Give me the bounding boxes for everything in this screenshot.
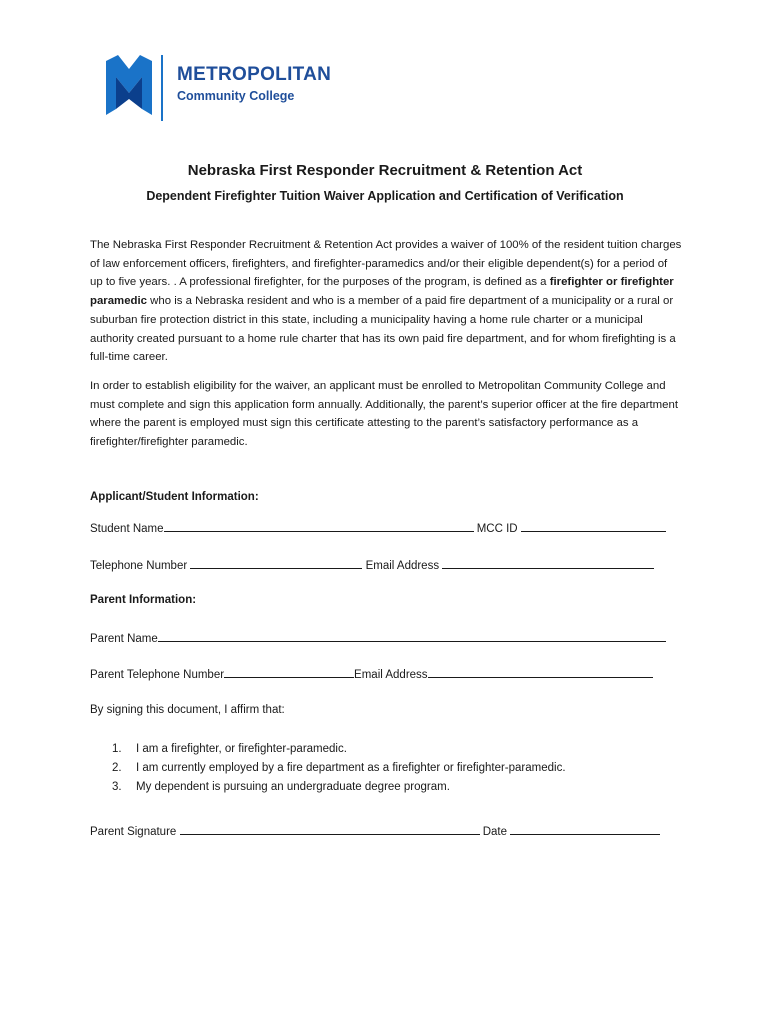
- parent-signature-label: Parent Signature: [90, 826, 177, 838]
- affirm-list: [112, 740, 566, 797]
- logo-college-name: METROPOLITAN: [177, 64, 332, 85]
- parent-heading: Parent Information:: [90, 594, 197, 606]
- parent-name-row: [90, 630, 666, 645]
- date-label: Date: [482, 826, 508, 838]
- affirm-item: 1. I am a firefighter, or firefighter-paramedic.: [112, 743, 347, 755]
- logo-divider: [161, 55, 163, 121]
- parent-name-field[interactable]: [158, 630, 666, 642]
- college-logo: [106, 55, 346, 121]
- affirm-item: 2. I am currently employed by a fire department as a firefighter or firefighter-paramedic.: [112, 762, 566, 774]
- mcc-id-label: MCC ID: [476, 523, 518, 535]
- student-row: [90, 520, 666, 535]
- signature-row: [90, 823, 660, 838]
- mcc-m-logo-icon: [106, 55, 152, 115]
- intro-bold-text: firefighter or firefighter paramedic: [90, 276, 674, 308]
- mcc-id-field[interactable]: [521, 520, 666, 532]
- student-name-label: Student Name: [90, 523, 164, 535]
- parent-telephone-label: Parent Telephone Number: [90, 669, 225, 681]
- parent-contact-row: [90, 666, 653, 681]
- logo-college-subname: Community College: [177, 89, 295, 103]
- telephone-label: Telephone Number: [90, 560, 188, 572]
- parent-name-label: Parent Name: [90, 633, 158, 645]
- document-subtitle: Dependent Firefighter Tuition Waiver Application and Certification of Verification: [146, 189, 624, 203]
- intro-paragraph: [90, 236, 682, 367]
- telephone-row: [90, 557, 654, 572]
- parent-email-field[interactable]: [428, 666, 653, 678]
- affirm-intro: By signing this document, I affirm that:: [90, 704, 285, 716]
- parent-telephone-field[interactable]: [224, 666, 354, 678]
- telephone-field[interactable]: [190, 557, 362, 569]
- intro-text-2: who is a Nebraska resident and who is a member of a paid fire department of a municipality or a rural or suburban fire protection district in this state, including a municipality having a home rule charter or a municipal authority created pursuant to a home rule charter that has its own paid fire department, and for whom firefighting is a full-time career.: [90, 295, 676, 364]
- eligibility-paragraph: In order to establish eligibility for the waiver, an applicant must be enrolled to Metropolitan Community College and must complete and sign this application form annually. Additionally, the parent’s superior officer at the fire department where the parent is employed must sign this certificate attesting to the parent’s satisfactory performance as a firefighter/firefighter paramedic.: [90, 380, 678, 449]
- applicant-heading: Applicant/Student Information:: [90, 491, 259, 503]
- affirm-item: 3. My dependent is pursuing an undergraduate degree program.: [112, 781, 450, 793]
- email-field[interactable]: [442, 557, 654, 569]
- student-name-field[interactable]: [164, 520, 474, 532]
- document-title: Nebraska First Responder Recruitment & Retention Act: [187, 162, 583, 179]
- intro-text-1: The Nebraska First Responder Recruitment & Retention Act provides a waiver of 100% of the resident tuition charges of law enforcement officers, firefighters, and firefighter-paramedics and/or their eligible dependent(s) for a period of up to five years. . A professional firefighter, for the purposes of the program, is defined as a: [90, 239, 682, 289]
- date-field[interactable]: [510, 823, 660, 835]
- parent-signature-field[interactable]: [180, 823, 480, 835]
- parent-email-label: Email Address: [354, 669, 428, 681]
- email-label: Email Address: [365, 560, 440, 572]
